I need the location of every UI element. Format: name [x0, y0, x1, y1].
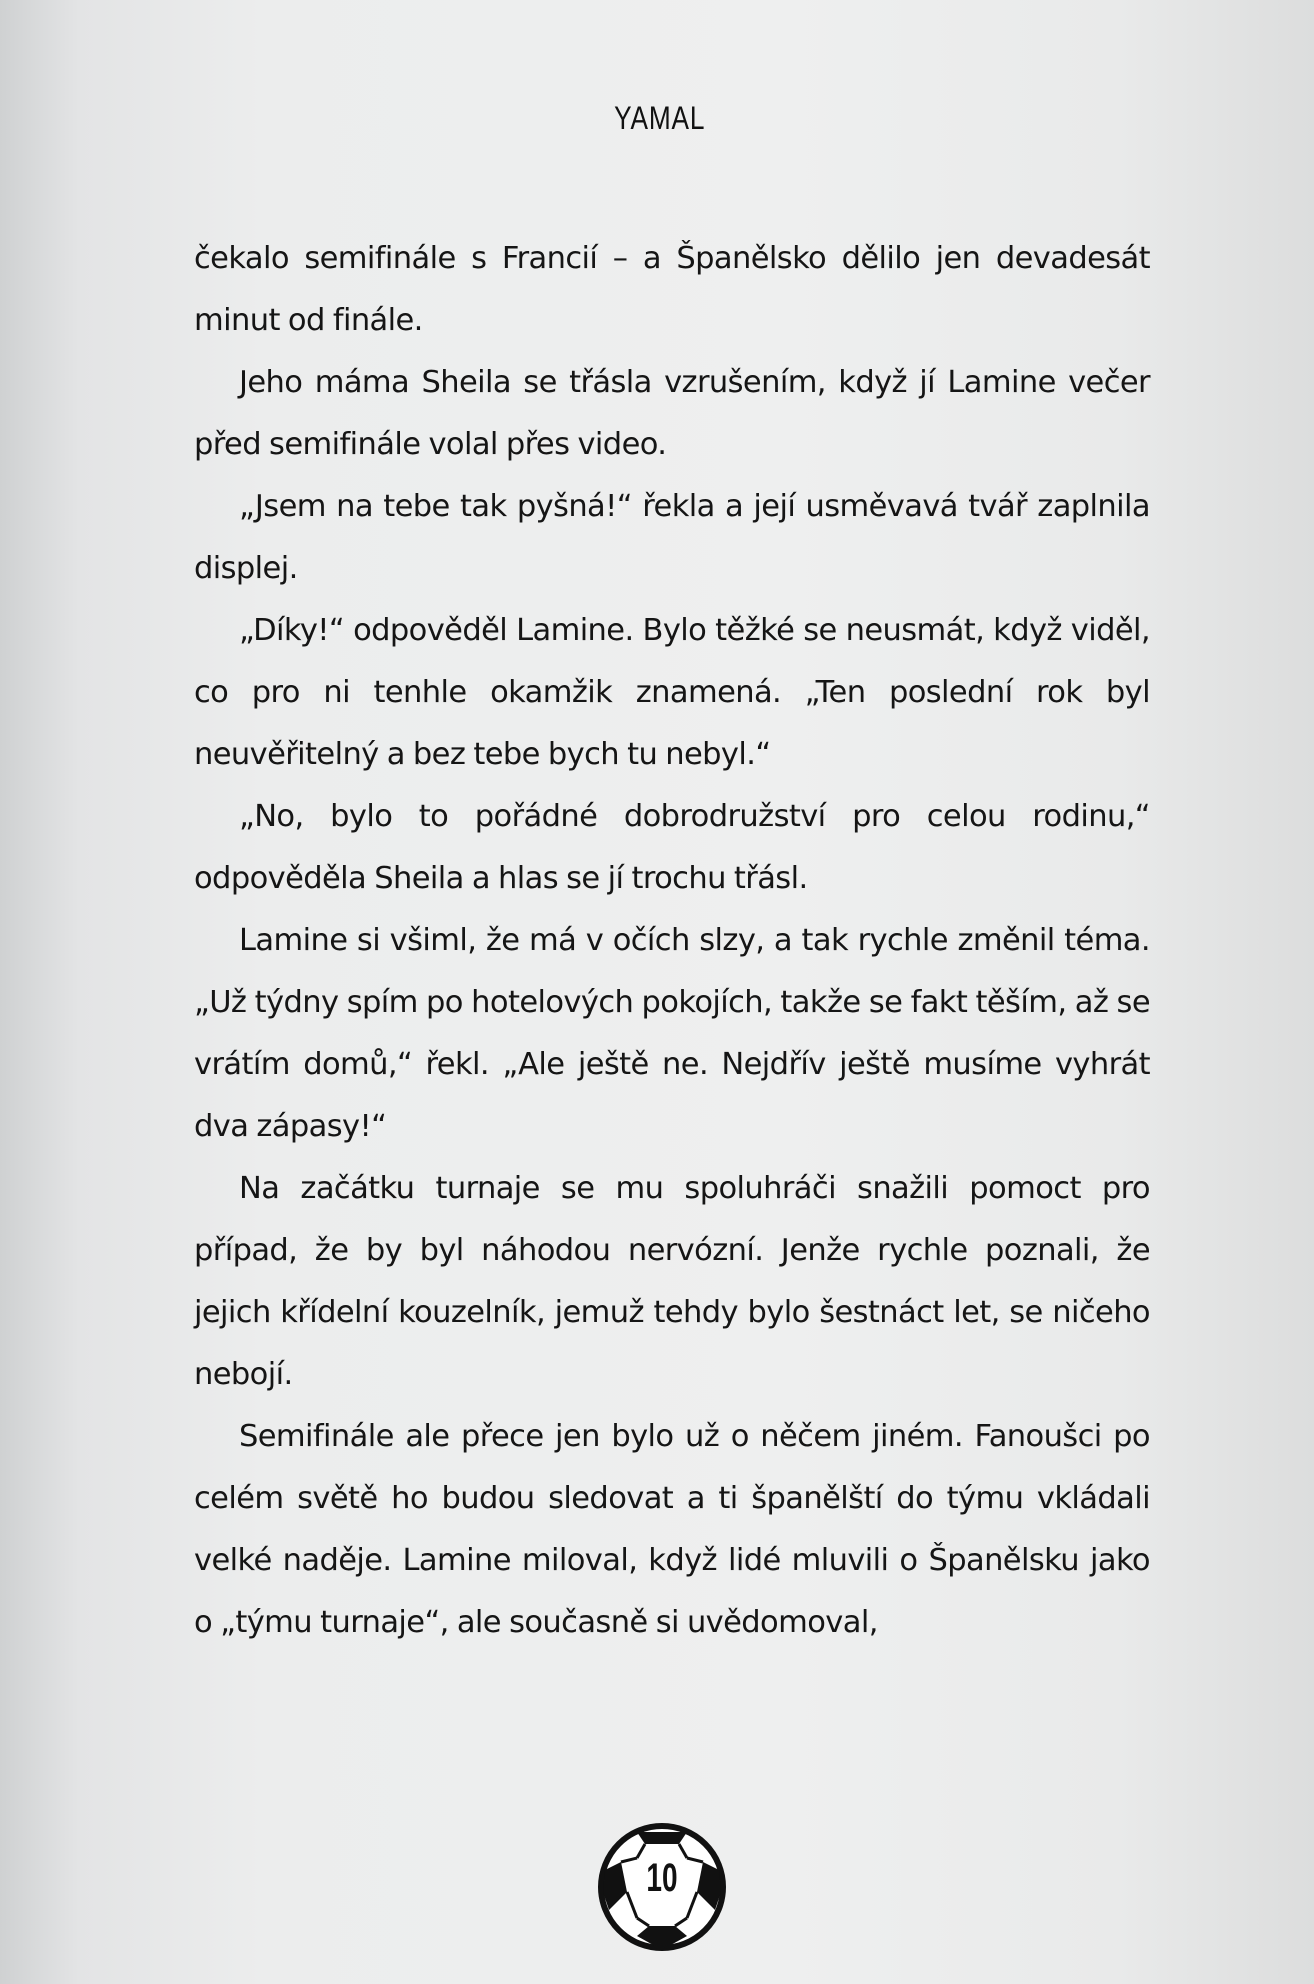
paragraph: „No, bylo to pořádné dobrodružství pro celou rodinu,“ odpověděla Sheila a hlas se jí trochu třásl. [194, 799, 1150, 896]
paragraph: Lamine si všiml, že má v očích slzy, a tak rychle změnil téma. „Už týdny spím po hotelových pokojích, takže se fakt těším, až se vrátím domů,“ řekl. „Ale ještě ne. Nejdřív ještě musíme vyhrát dva zápasy!“ [194, 923, 1150, 1144]
paragraph: Jeho máma Sheila se třásla vzrušením, když jí Lamine večer před semifinále volal přes video. [194, 365, 1150, 462]
paragraph: „Díky!“ odpověděl Lamine. Bylo těžké se neusmát, když viděl, co pro ni tenhle okamžik znamená. „Ten poslední rok byl neuvěřitelný a bez tebe bych tu nebyl.“ [194, 613, 1150, 772]
paragraph: „Jsem na tebe tak pyšná!“ řekla a její usměvavá tvář zaplnila displej. [194, 489, 1150, 586]
book-text [194, 228, 1150, 1654]
paragraph: Na začátku turnaje se mu spoluhráči snažili pomoct pro případ, že by byl náhodou nervózní. Jenže rychle poznali, že jejich křídelní kouzelník, jemuž tehdy bylo šestnáct let, se ničeho nebojí. [194, 1171, 1150, 1392]
paragraph: Semifinále ale přece jen bylo už o něčem jiném. Fanoušci po celém světě ho budou sledovat a ti španělští do týmu vkládali velké naděje. Lamine miloval, když lidé mluvili o Španělsku jako o „týmu turnaje“, ale současně si uvědomoval, [194, 1419, 1150, 1640]
paragraph: čekalo semifinále s Francií – a Španělsko dělilo jen devadesát minut od finále. [194, 241, 1150, 338]
page-number: 10 [646, 1856, 678, 1900]
running-title: YAMAL [614, 100, 706, 136]
